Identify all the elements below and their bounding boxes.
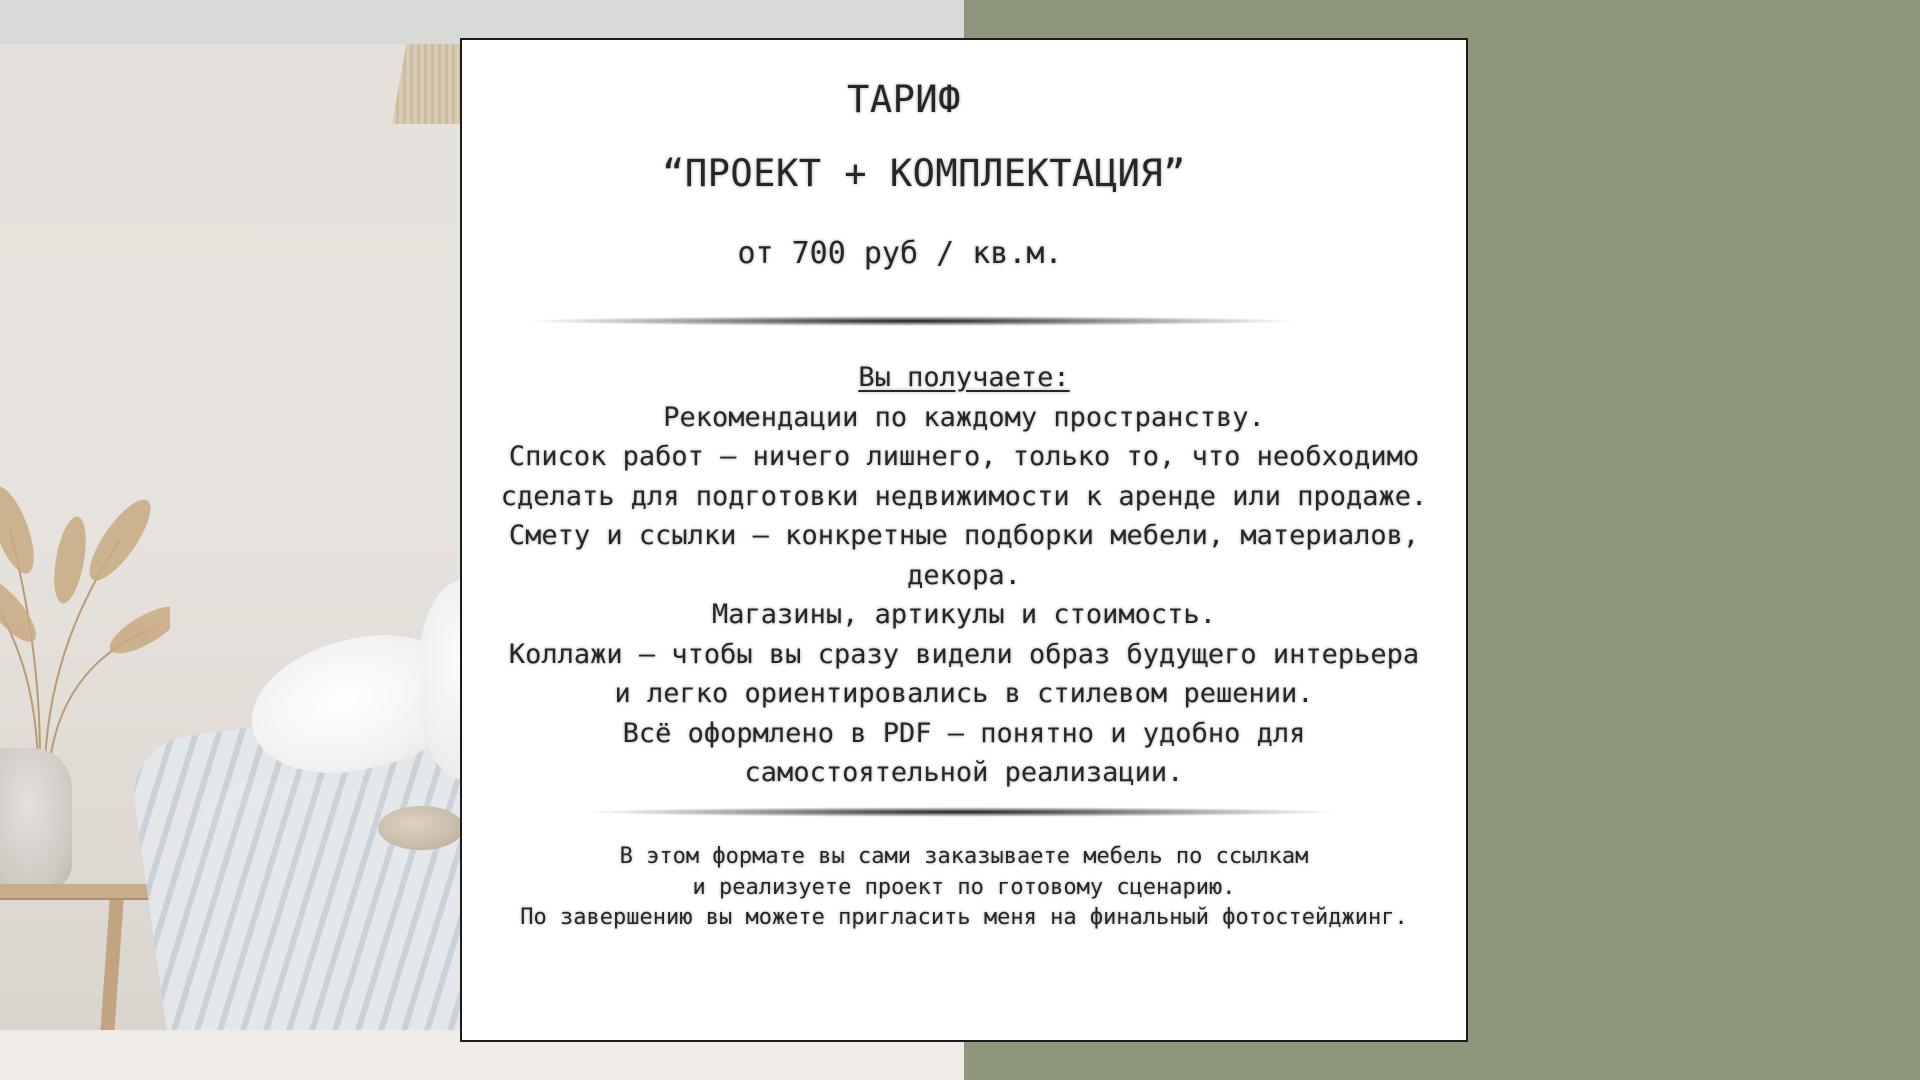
pampas-grass: [0, 430, 170, 760]
note-line: В этом формате вы сами заказываете мебель по ссылкам: [619, 844, 1309, 869]
benefit-line: декора.: [907, 559, 1021, 591]
format-note: [462, 842, 1466, 934]
benefit-line: Смету и ссылки — конкретные подборки мебели, материалов,: [508, 520, 1420, 551]
benefit-line: Список работ — ничего лишнего, только то, что необходимо: [508, 441, 1420, 472]
tariff-label: ТАРИФ: [847, 78, 961, 121]
benefit-line: сделать для подготовки недвижимости к аренде или продаже.: [500, 480, 1428, 512]
benefit-line: Коллажи — чтобы вы сразу видели образ будущего интерьера: [508, 638, 1420, 670]
benefit-line: Магазины, артикулы и стоимость.: [712, 599, 1216, 630]
divider: [522, 316, 1302, 326]
benefit-line: Всё оформлено в PDF — понятно и удобно для: [622, 717, 1306, 749]
tariff-name: “ПРОЕКТ + КОМПЛЕКТАЦИЯ”: [662, 152, 1186, 195]
benefit-line: самостоятельной реализации.: [744, 757, 1184, 788]
note-line: и реализуете проект по готовому сценарию.: [692, 874, 1236, 900]
divider: [582, 807, 1342, 817]
benefits-list: [462, 358, 1466, 793]
note-line: По завершению вы можете пригласить меня на финальный фотостейджинг.: [520, 905, 1408, 930]
ceramic-vase: [0, 748, 72, 890]
tariff-card: [460, 38, 1468, 1042]
side-table: [0, 884, 152, 900]
benefit-line: и легко ориентировались в стилевом решении.: [614, 678, 1314, 709]
price: от 700 руб / кв.м.: [737, 236, 1063, 271]
benefits-heading: Вы получаете:: [858, 362, 1070, 393]
decor-stone: [378, 806, 464, 850]
benefit-line: Рекомендации по каждому пространству.: [663, 401, 1265, 433]
